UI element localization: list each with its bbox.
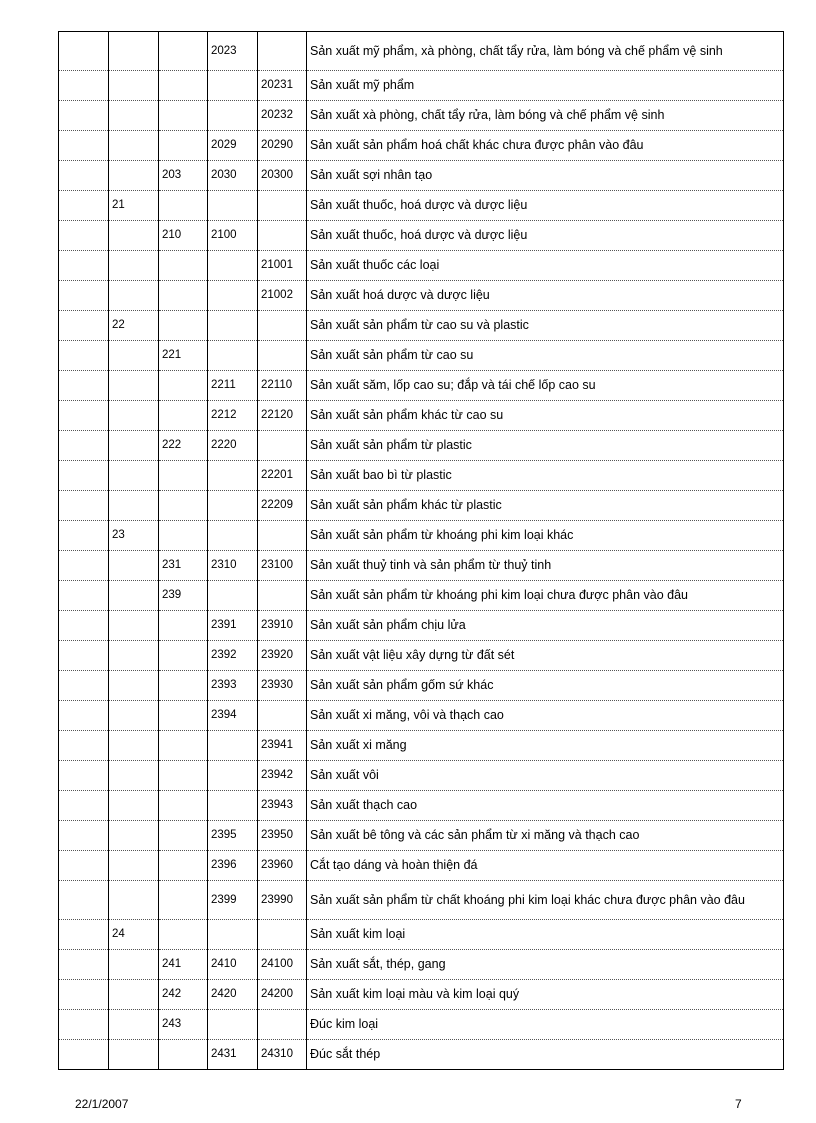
table-row bbox=[59, 791, 784, 821]
level5-code-cell: 23910 bbox=[258, 611, 307, 641]
level1-code-cell bbox=[59, 761, 109, 791]
level4-code-cell: 2212 bbox=[208, 401, 258, 431]
level1-code-cell bbox=[59, 131, 109, 161]
level1-code-cell bbox=[59, 71, 109, 101]
level3-code-cell bbox=[159, 131, 208, 161]
table-row bbox=[59, 131, 784, 161]
description-cell: Sản xuất thuỷ tinh và sản phẩm từ thuỷ tinh bbox=[307, 551, 784, 581]
table-row bbox=[59, 1010, 784, 1040]
level5-code-cell: 23943 bbox=[258, 791, 307, 821]
level4-code-cell bbox=[208, 1010, 258, 1040]
level4-code-cell bbox=[208, 791, 258, 821]
table-row bbox=[59, 431, 784, 461]
level3-code-cell: 243 bbox=[159, 1010, 208, 1040]
description-cell: Sản xuất sản phẩm từ khoáng phi kim loại khác bbox=[307, 521, 784, 551]
table-row bbox=[59, 761, 784, 791]
description-cell: Sản xuất sản phẩm khác từ cao su bbox=[307, 401, 784, 431]
level5-code-cell: 23990 bbox=[258, 881, 307, 920]
level4-code-cell bbox=[208, 731, 258, 761]
level3-code-cell bbox=[159, 311, 208, 341]
footer-date: 22/1/2007 bbox=[75, 1097, 129, 1111]
level1-code-cell bbox=[59, 161, 109, 191]
level2-code-cell: 23 bbox=[109, 521, 159, 551]
level4-code-cell: 2431 bbox=[208, 1040, 258, 1070]
level3-code-cell bbox=[159, 881, 208, 920]
level5-code-cell bbox=[258, 32, 307, 71]
level3-code-cell bbox=[159, 401, 208, 431]
table-row bbox=[59, 671, 784, 701]
level3-code-cell: 222 bbox=[159, 431, 208, 461]
level4-code-cell: 2420 bbox=[208, 980, 258, 1010]
level1-code-cell bbox=[59, 581, 109, 611]
level5-code-cell bbox=[258, 311, 307, 341]
level4-code-cell bbox=[208, 71, 258, 101]
level4-code-cell: 2399 bbox=[208, 881, 258, 920]
level4-code-cell bbox=[208, 281, 258, 311]
level3-code-cell bbox=[159, 791, 208, 821]
level2-code-cell: 22 bbox=[109, 311, 159, 341]
description-cell: Sản xuất kim loại màu và kim loại quý bbox=[307, 980, 784, 1010]
level3-code-cell bbox=[159, 731, 208, 761]
level1-code-cell bbox=[59, 701, 109, 731]
table-row bbox=[59, 641, 784, 671]
level1-code-cell bbox=[59, 191, 109, 221]
description-cell: Sản xuất vôi bbox=[307, 761, 784, 791]
description-cell: Sản xuất sản phẩm chịu lửa bbox=[307, 611, 784, 641]
level2-code-cell bbox=[109, 161, 159, 191]
description-cell: Sản xuất sản phẩm từ plastic bbox=[307, 431, 784, 461]
level1-code-cell bbox=[59, 1040, 109, 1070]
description-cell: Sản xuất bê tông và các sản phẩm từ xi măng và thạch cao bbox=[307, 821, 784, 851]
level5-code-cell: 20231 bbox=[258, 71, 307, 101]
level2-code-cell bbox=[109, 221, 159, 251]
table-body bbox=[59, 32, 784, 1070]
level4-code-cell: 2211 bbox=[208, 371, 258, 401]
page-number: 7 bbox=[735, 1097, 742, 1111]
description-cell: Đúc sắt thép bbox=[307, 1040, 784, 1070]
level3-code-cell bbox=[159, 1040, 208, 1070]
level1-code-cell bbox=[59, 431, 109, 461]
level3-code-cell bbox=[159, 71, 208, 101]
level3-code-cell bbox=[159, 191, 208, 221]
level2-code-cell: 21 bbox=[109, 191, 159, 221]
level2-code-cell bbox=[109, 1040, 159, 1070]
level5-code-cell: 20290 bbox=[258, 131, 307, 161]
classification-table bbox=[58, 31, 784, 1070]
level5-code-cell: 23960 bbox=[258, 851, 307, 881]
level5-code-cell: 23941 bbox=[258, 731, 307, 761]
table-row bbox=[59, 311, 784, 341]
level5-code-cell bbox=[258, 221, 307, 251]
level4-code-cell bbox=[208, 191, 258, 221]
level1-code-cell bbox=[59, 371, 109, 401]
level1-code-cell bbox=[59, 611, 109, 641]
description-cell: Sản xuất xi măng bbox=[307, 731, 784, 761]
description-cell: Sản xuất kim loại bbox=[307, 920, 784, 950]
level2-code-cell bbox=[109, 821, 159, 851]
level1-code-cell bbox=[59, 821, 109, 851]
level5-code-cell: 24200 bbox=[258, 980, 307, 1010]
level1-code-cell bbox=[59, 980, 109, 1010]
level3-code-cell bbox=[159, 491, 208, 521]
level3-code-cell bbox=[159, 281, 208, 311]
description-cell: Sản xuất thuốc, hoá dược và dược liệu bbox=[307, 191, 784, 221]
table-row bbox=[59, 581, 784, 611]
level4-code-cell bbox=[208, 521, 258, 551]
level3-code-cell: 231 bbox=[159, 551, 208, 581]
table-row bbox=[59, 101, 784, 131]
level4-code-cell: 2023 bbox=[208, 32, 258, 71]
level3-code-cell bbox=[159, 611, 208, 641]
table-row bbox=[59, 32, 784, 71]
level4-code-cell: 2100 bbox=[208, 221, 258, 251]
level5-code-cell: 22209 bbox=[258, 491, 307, 521]
level3-code-cell bbox=[159, 851, 208, 881]
description-cell: Sản xuất vật liệu xây dựng từ đất sét bbox=[307, 641, 784, 671]
level5-code-cell bbox=[258, 191, 307, 221]
level3-code-cell bbox=[159, 32, 208, 71]
level1-code-cell bbox=[59, 281, 109, 311]
level3-code-cell bbox=[159, 641, 208, 671]
table-row bbox=[59, 221, 784, 251]
table-row bbox=[59, 980, 784, 1010]
description-cell: Sản xuất sản phẩm từ cao su và plastic bbox=[307, 311, 784, 341]
level2-code-cell bbox=[109, 551, 159, 581]
level3-code-cell bbox=[159, 521, 208, 551]
table-row bbox=[59, 341, 784, 371]
level3-code-cell bbox=[159, 461, 208, 491]
table-row bbox=[59, 521, 784, 551]
level1-code-cell bbox=[59, 401, 109, 431]
table-row bbox=[59, 251, 784, 281]
description-cell: Sản xuất mỹ phẩm, xà phòng, chất tẩy rửa, làm bóng và chế phẩm vệ sinh bbox=[307, 32, 784, 71]
level4-code-cell: 2029 bbox=[208, 131, 258, 161]
description-cell: Sản xuất sản phẩm hoá chất khác chưa được phân vào đâu bbox=[307, 131, 784, 161]
description-cell: Sản xuất thuốc, hoá dược và dược liệu bbox=[307, 221, 784, 251]
level2-code-cell bbox=[109, 1010, 159, 1040]
level4-code-cell bbox=[208, 251, 258, 281]
description-cell: Đúc kim loại bbox=[307, 1010, 784, 1040]
level3-code-cell bbox=[159, 671, 208, 701]
level1-code-cell bbox=[59, 551, 109, 581]
level5-code-cell: 23950 bbox=[258, 821, 307, 851]
level2-code-cell bbox=[109, 371, 159, 401]
level5-code-cell: 23920 bbox=[258, 641, 307, 671]
level1-code-cell bbox=[59, 920, 109, 950]
description-cell: Sản xuất sản phẩm khác từ plastic bbox=[307, 491, 784, 521]
level4-code-cell: 2393 bbox=[208, 671, 258, 701]
level1-code-cell bbox=[59, 32, 109, 71]
level5-code-cell: 22201 bbox=[258, 461, 307, 491]
description-cell: Sản xuất mỹ phẩm bbox=[307, 71, 784, 101]
level3-code-cell: 203 bbox=[159, 161, 208, 191]
level2-code-cell bbox=[109, 581, 159, 611]
description-cell: Sản xuất hoá dược và dược liệu bbox=[307, 281, 784, 311]
level5-code-cell: 23942 bbox=[258, 761, 307, 791]
level1-code-cell bbox=[59, 491, 109, 521]
level5-code-cell: 22110 bbox=[258, 371, 307, 401]
table-row bbox=[59, 401, 784, 431]
level3-code-cell bbox=[159, 101, 208, 131]
level1-code-cell bbox=[59, 641, 109, 671]
level2-code-cell bbox=[109, 431, 159, 461]
level4-code-cell bbox=[208, 311, 258, 341]
description-cell: Sản xuất sợi nhân tạo bbox=[307, 161, 784, 191]
table-row bbox=[59, 461, 784, 491]
level3-code-cell: 241 bbox=[159, 950, 208, 980]
level1-code-cell bbox=[59, 221, 109, 251]
level5-code-cell bbox=[258, 701, 307, 731]
level1-code-cell bbox=[59, 311, 109, 341]
table-row bbox=[59, 950, 784, 980]
level2-code-cell bbox=[109, 881, 159, 920]
level5-code-cell: 24310 bbox=[258, 1040, 307, 1070]
level2-code-cell bbox=[109, 401, 159, 431]
level4-code-cell: 2396 bbox=[208, 851, 258, 881]
level4-code-cell bbox=[208, 920, 258, 950]
level2-code-cell: 24 bbox=[109, 920, 159, 950]
level1-code-cell bbox=[59, 1010, 109, 1040]
table-row bbox=[59, 701, 784, 731]
level5-code-cell: 20232 bbox=[258, 101, 307, 131]
level4-code-cell bbox=[208, 341, 258, 371]
level1-code-cell bbox=[59, 101, 109, 131]
level3-code-cell bbox=[159, 701, 208, 731]
level3-code-cell bbox=[159, 761, 208, 791]
level4-code-cell: 2030 bbox=[208, 161, 258, 191]
level1-code-cell bbox=[59, 251, 109, 281]
level2-code-cell bbox=[109, 131, 159, 161]
level2-code-cell bbox=[109, 461, 159, 491]
level5-code-cell: 22120 bbox=[258, 401, 307, 431]
table-row bbox=[59, 551, 784, 581]
level1-code-cell bbox=[59, 521, 109, 551]
table-row bbox=[59, 731, 784, 761]
description-cell: Sản xuất xi măng, vôi và thạch cao bbox=[307, 701, 784, 731]
level5-code-cell: 23100 bbox=[258, 551, 307, 581]
level4-code-cell: 2395 bbox=[208, 821, 258, 851]
description-cell: Sản xuất thuốc các loại bbox=[307, 251, 784, 281]
level4-code-cell bbox=[208, 581, 258, 611]
level5-code-cell: 23930 bbox=[258, 671, 307, 701]
table-row bbox=[59, 821, 784, 851]
level4-code-cell: 2394 bbox=[208, 701, 258, 731]
description-cell: Sản xuất sản phẩm từ khoáng phi kim loại chưa được phân vào đâu bbox=[307, 581, 784, 611]
level5-code-cell bbox=[258, 431, 307, 461]
level1-code-cell bbox=[59, 341, 109, 371]
level2-code-cell bbox=[109, 491, 159, 521]
level2-code-cell bbox=[109, 71, 159, 101]
level1-code-cell bbox=[59, 731, 109, 761]
level3-code-cell bbox=[159, 920, 208, 950]
level4-code-cell: 2391 bbox=[208, 611, 258, 641]
level4-code-cell bbox=[208, 491, 258, 521]
table-row bbox=[59, 281, 784, 311]
table-row bbox=[59, 1040, 784, 1070]
level5-code-cell bbox=[258, 1010, 307, 1040]
level3-code-cell: 239 bbox=[159, 581, 208, 611]
level2-code-cell bbox=[109, 32, 159, 71]
level2-code-cell bbox=[109, 701, 159, 731]
description-cell: Sản xuất sản phẩm từ chất khoáng phi kim loại khác chưa được phân vào đâu bbox=[307, 881, 784, 920]
level2-code-cell bbox=[109, 251, 159, 281]
level5-code-cell bbox=[258, 521, 307, 551]
description-cell: Sản xuất sản phẩm từ cao su bbox=[307, 341, 784, 371]
table-row bbox=[59, 851, 784, 881]
description-cell: Sản xuất xà phòng, chất tẩy rửa, làm bóng và chế phẩm vệ sinh bbox=[307, 101, 784, 131]
table-row bbox=[59, 371, 784, 401]
level5-code-cell bbox=[258, 341, 307, 371]
level3-code-cell: 242 bbox=[159, 980, 208, 1010]
level2-code-cell bbox=[109, 671, 159, 701]
level1-code-cell bbox=[59, 881, 109, 920]
description-cell: Sản xuất sắt, thép, gang bbox=[307, 950, 784, 980]
description-cell: Sản xuất sản phẩm gốm sứ khác bbox=[307, 671, 784, 701]
level1-code-cell bbox=[59, 671, 109, 701]
level4-code-cell: 2410 bbox=[208, 950, 258, 980]
level2-code-cell bbox=[109, 731, 159, 761]
level5-code-cell bbox=[258, 920, 307, 950]
level1-code-cell bbox=[59, 851, 109, 881]
level2-code-cell bbox=[109, 101, 159, 131]
table-row bbox=[59, 161, 784, 191]
level4-code-cell bbox=[208, 101, 258, 131]
table-row bbox=[59, 71, 784, 101]
description-cell: Sản xuất săm, lốp cao su; đắp và tái chế lốp cao su bbox=[307, 371, 784, 401]
level2-code-cell bbox=[109, 641, 159, 671]
description-cell: Sản xuất bao bì từ plastic bbox=[307, 461, 784, 491]
level3-code-cell bbox=[159, 371, 208, 401]
level3-code-cell bbox=[159, 251, 208, 281]
level5-code-cell bbox=[258, 581, 307, 611]
level5-code-cell: 21001 bbox=[258, 251, 307, 281]
level3-code-cell: 210 bbox=[159, 221, 208, 251]
level4-code-cell: 2392 bbox=[208, 641, 258, 671]
level3-code-cell bbox=[159, 821, 208, 851]
level1-code-cell bbox=[59, 461, 109, 491]
level2-code-cell bbox=[109, 281, 159, 311]
level4-code-cell: 2310 bbox=[208, 551, 258, 581]
table-row bbox=[59, 491, 784, 521]
level2-code-cell bbox=[109, 950, 159, 980]
level4-code-cell bbox=[208, 461, 258, 491]
level1-code-cell bbox=[59, 791, 109, 821]
table-row bbox=[59, 920, 784, 950]
description-cell: Sản xuất thạch cao bbox=[307, 791, 784, 821]
table-row bbox=[59, 881, 784, 920]
level2-code-cell bbox=[109, 761, 159, 791]
level1-code-cell bbox=[59, 950, 109, 980]
description-cell: Cắt tạo dáng và hoàn thiện đá bbox=[307, 851, 784, 881]
level2-code-cell bbox=[109, 611, 159, 641]
level3-code-cell: 221 bbox=[159, 341, 208, 371]
level2-code-cell bbox=[109, 851, 159, 881]
level2-code-cell bbox=[109, 341, 159, 371]
level5-code-cell: 24100 bbox=[258, 950, 307, 980]
level2-code-cell bbox=[109, 791, 159, 821]
level2-code-cell bbox=[109, 980, 159, 1010]
level5-code-cell: 21002 bbox=[258, 281, 307, 311]
level4-code-cell: 2220 bbox=[208, 431, 258, 461]
level4-code-cell bbox=[208, 761, 258, 791]
table-row bbox=[59, 611, 784, 641]
level5-code-cell: 20300 bbox=[258, 161, 307, 191]
table-row bbox=[59, 191, 784, 221]
